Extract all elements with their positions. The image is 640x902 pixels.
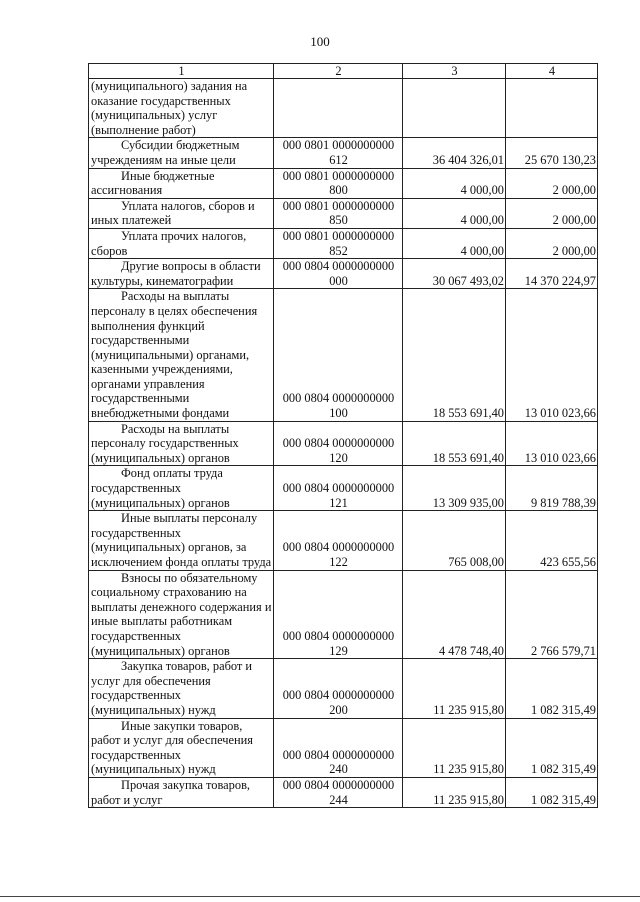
table-row: [89, 570, 598, 659]
row-value-col4: 423 655,56: [506, 511, 598, 570]
row-value-col4: 2 766 579,71: [506, 570, 598, 659]
row-code-line1: 000 0804 0000000000: [282, 540, 395, 555]
row-code-line2: 129: [329, 643, 348, 658]
row-code-cell: [274, 228, 403, 258]
row-name: Фонд оплаты труда государственных (муниципальных) органов: [91, 466, 230, 510]
row-value-col3: 11 235 915,80: [403, 777, 506, 807]
row-value-col4: 2 000,00: [506, 168, 598, 198]
row-name-cell: [89, 228, 274, 258]
row-value-col4: 9 819 788,39: [506, 466, 598, 511]
row-code-line2: 000: [329, 273, 348, 288]
row-code-line2: 850: [329, 213, 348, 228]
row-code-line2: 122: [329, 555, 348, 569]
row-code-line1: 000 0801 0000000000: [282, 168, 395, 183]
row-name: Закупка товаров, работ и услуг для обеспечения государственных (муниципальных) нужд: [91, 659, 253, 717]
row-name: Иные закупки товаров, работ и услуг для обеспечения государственных (муниципальных) нужд: [91, 718, 253, 777]
row-name-cell: [89, 138, 274, 168]
row-code-line1: 000 0804 0000000000: [282, 688, 395, 703]
table-row: [89, 79, 598, 138]
row-code-line2: 852: [329, 243, 348, 258]
row-code-line2: 120: [329, 450, 348, 465]
row-code-cell: [274, 511, 403, 570]
row-name: Прочая закупка товаров, работ и услуг: [91, 777, 251, 807]
row-value-col4: 14 370 224,97: [506, 259, 598, 289]
header-col-1: 1: [89, 64, 274, 79]
table-row: [89, 228, 598, 258]
row-value-col4: 1 082 315,49: [506, 718, 598, 777]
row-code-cell: [274, 777, 403, 807]
row-name: Иные бюджетные ассигнования: [91, 168, 215, 198]
row-name-cell: [89, 421, 274, 466]
row-value-col4: 13 010 023,66: [506, 289, 598, 421]
row-code-line2: 100: [329, 406, 348, 421]
row-name-cell: [89, 259, 274, 289]
row-code-line2: 200: [329, 702, 348, 717]
row-name-cell: [89, 198, 274, 228]
row-code-cell: [274, 79, 403, 138]
row-value-col4: 1 082 315,49: [506, 659, 598, 718]
row-value-col4: 25 670 130,23: [506, 138, 598, 168]
row-code-cell: [274, 289, 403, 421]
row-code-line2: 121: [329, 495, 348, 510]
row-name: Иные выплаты персоналу государственных (муниципальных) органов, за исключением фонда оплаты труда: [91, 511, 272, 569]
row-value-col3: [403, 79, 506, 138]
row-value-col3: 18 553 691,40: [403, 421, 506, 466]
table-row: [89, 777, 598, 807]
row-value-col3: 30 067 493,02: [403, 259, 506, 289]
table-row: [89, 198, 598, 228]
row-value-col3: 4 000,00: [403, 168, 506, 198]
header-col-3: 3: [403, 64, 506, 79]
row-code-line2: 244: [329, 792, 348, 807]
header-row: [89, 64, 598, 79]
header-col-4: 4: [506, 64, 598, 79]
row-name-cell: [89, 570, 274, 659]
row-value-col4: 2 000,00: [506, 198, 598, 228]
row-code-line1: 000 0804 0000000000: [282, 481, 395, 496]
row-name-cell: [89, 659, 274, 718]
row-name: Расходы на выплаты персоналу в целях обеспечения выполнения функций государственными (муниципальными) органами, казенными учреждениями, органами управления государственными внебюджетными фондами: [91, 289, 258, 421]
row-code-line1: 000 0804 0000000000: [282, 259, 395, 274]
row-name: Уплата налогов, сборов и иных платежей: [91, 198, 255, 228]
row-code-line1: 000 0804 0000000000: [282, 436, 395, 451]
row-code-line1: 000 0804 0000000000: [282, 747, 395, 762]
row-value-col3: 4 000,00: [403, 228, 506, 258]
row-value-col3: 36 404 326,01: [403, 138, 506, 168]
row-code-line1: 000 0804 0000000000: [282, 777, 395, 792]
row-value-col3: 4 000,00: [403, 198, 506, 228]
row-name-cell: [89, 289, 274, 421]
row-code-line1: 000 0804 0000000000: [282, 391, 395, 406]
table-row: [89, 138, 598, 168]
row-code-cell: [274, 570, 403, 659]
row-name: Уплата прочих налогов, сборов: [91, 228, 247, 258]
row-code-cell: [274, 466, 403, 511]
table-row: [89, 466, 598, 511]
row-name: Субсидии бюджетным учреждениям на иные цели: [91, 138, 240, 167]
table-row: [89, 511, 598, 570]
page-bottom-rule: [0, 896, 640, 897]
row-value-col3: 11 235 915,80: [403, 718, 506, 777]
row-code-line2: 612: [329, 152, 348, 167]
row-value-col4: 13 010 023,66: [506, 421, 598, 466]
row-name-cell: [89, 466, 274, 511]
row-name: (муниципального) задания на оказание государственных (муниципальных) услуг (выполнение работ): [91, 79, 248, 137]
row-code-line2: 800: [329, 183, 348, 198]
table-row: [89, 168, 598, 198]
row-name: Другие вопросы в области культуры, кинематографии: [91, 259, 261, 288]
row-value-col4: [506, 79, 598, 138]
row-code-line1: 000 0801 0000000000: [282, 228, 395, 243]
row-code-cell: [274, 659, 403, 718]
row-name-cell: [89, 168, 274, 198]
table-row: [89, 718, 598, 777]
row-name-cell: [89, 79, 274, 138]
row-code-cell: [274, 259, 403, 289]
table-row: [89, 421, 598, 466]
row-code-line1: 000 0801 0000000000: [282, 138, 395, 153]
table-row: [89, 259, 598, 289]
budget-table: [88, 63, 598, 808]
row-name-cell: [89, 718, 274, 777]
row-name: Взносы по обязательному социальному страхованию на выплаты денежного содержания и иные выплаты работникам государственных (муниципальных) органов: [91, 570, 272, 658]
page-number: 100: [310, 34, 330, 49]
row-value-col3: 18 553 691,40: [403, 289, 506, 421]
row-name-cell: [89, 511, 274, 570]
row-code-cell: [274, 168, 403, 198]
header-col-2: 2: [274, 64, 403, 79]
row-name-cell: [89, 777, 274, 807]
row-code-cell: [274, 718, 403, 777]
row-code-line1: 000 0804 0000000000: [282, 628, 395, 643]
table-header: [89, 64, 598, 79]
row-name: Расходы на выплаты персоналу государственных (муниципальных) органов: [91, 421, 239, 465]
row-code-line1: 000 0801 0000000000: [282, 198, 395, 213]
row-value-col3: 4 478 748,40: [403, 570, 506, 659]
row-value-col3: 11 235 915,80: [403, 659, 506, 718]
table-body: [89, 79, 598, 808]
row-code-cell: [274, 421, 403, 466]
row-value-col3: 13 309 935,00: [403, 466, 506, 511]
row-code-line2: 240: [329, 762, 348, 777]
row-value-col3: 765 008,00: [403, 511, 506, 570]
row-value-col4: 2 000,00: [506, 228, 598, 258]
row-code-cell: [274, 198, 403, 228]
table-row: [89, 289, 598, 421]
row-value-col4: 1 082 315,49: [506, 777, 598, 807]
row-code-cell: [274, 138, 403, 168]
table-row: [89, 659, 598, 718]
